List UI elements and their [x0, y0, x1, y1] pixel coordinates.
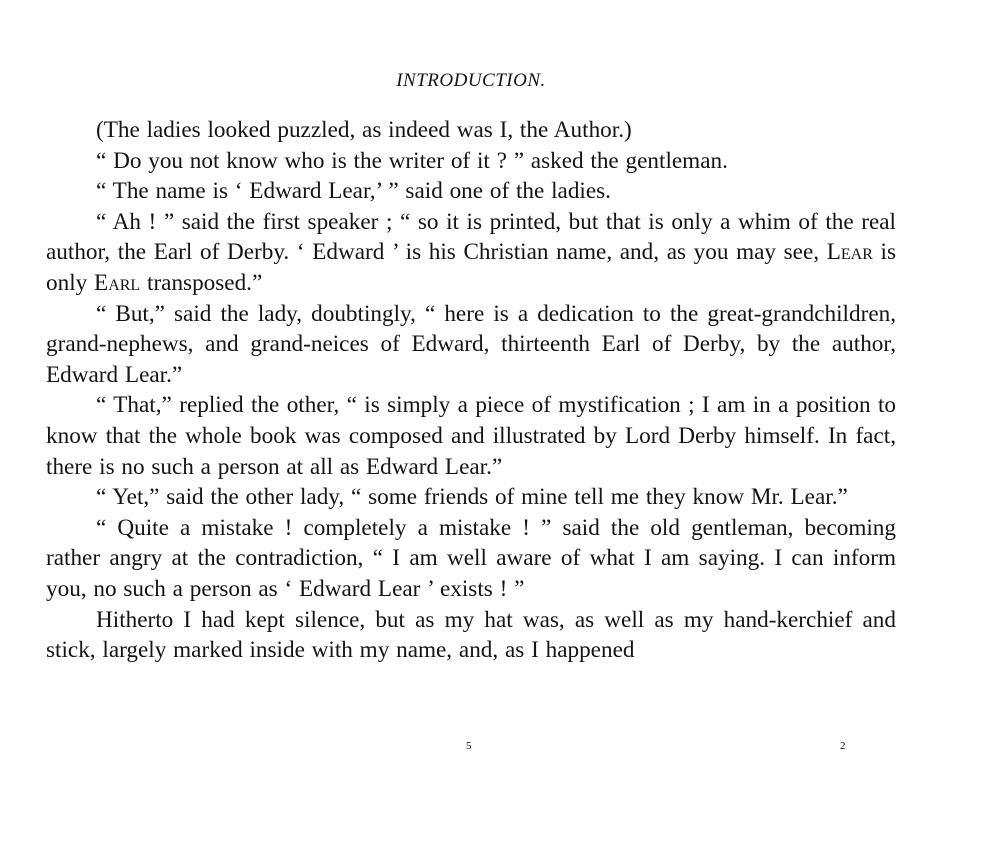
paragraph: [46, 207, 896, 299]
paragraph: Hitherto I had kept silence, but as my hat was, as well as my hand-kerchief and stick, largely marked inside with my name, and, as I happened: [46, 606, 896, 664]
book-page: [46, 0, 896, 849]
paragraph: “ Quite a mistake ! completely a mistake ! ” said the old gentleman, becoming rather angry at the contradiction, “ I am well aware of what I am saying. I can inform you, no such a person as ‘ Edward Lear ’ exists ! ”: [46, 514, 896, 602]
paragraph-text: is only: [46, 239, 897, 296]
signature-mark: 5: [466, 740, 472, 752]
paragraph: “ But,” said the lady, doubtingly, “ here is a dedication to the great-grandchildren, grand-nephews, and grand-neices of Edward, thirteenth Earl of Derby, by the author, Edward Lear.”: [46, 300, 896, 388]
small-caps-earl: Earl: [94, 269, 141, 296]
small-caps-lear: Lear: [826, 239, 873, 266]
body-text: [46, 115, 896, 666]
page-number: 2: [840, 740, 846, 752]
paragraph: “ That,” replied the other, “ is simply a piece of mystification ; I am in a position to know that the whole book was composed and illustrated by Lord Derby himself. In fact, there is no such a person at all as Edward Lear.”: [46, 392, 896, 480]
paragraph-text: transposed.”: [140, 269, 263, 296]
paragraph: “ Yet,” said the other lady, “ some friends of mine tell me they know Mr. Lear.”: [96, 484, 848, 511]
paragraph: “ The name is ‘ Edward Lear,’ ” said one of the ladies.: [96, 178, 611, 205]
running-header: INTRODUCTION.: [396, 70, 546, 91]
paragraph: (The ladies looked puzzled, as indeed was I, the Author.): [96, 117, 632, 143]
paragraph: “ Do you not know who is the writer of it ? ” asked the gentleman.: [96, 147, 728, 174]
paragraph-text: “ Ah ! ” said the first speaker ; “ so it is printed, but that is only a whim of the real author, the Earl of Derby. ‘ Edward ’ is his Christian name, and, as you may see,: [46, 208, 896, 266]
